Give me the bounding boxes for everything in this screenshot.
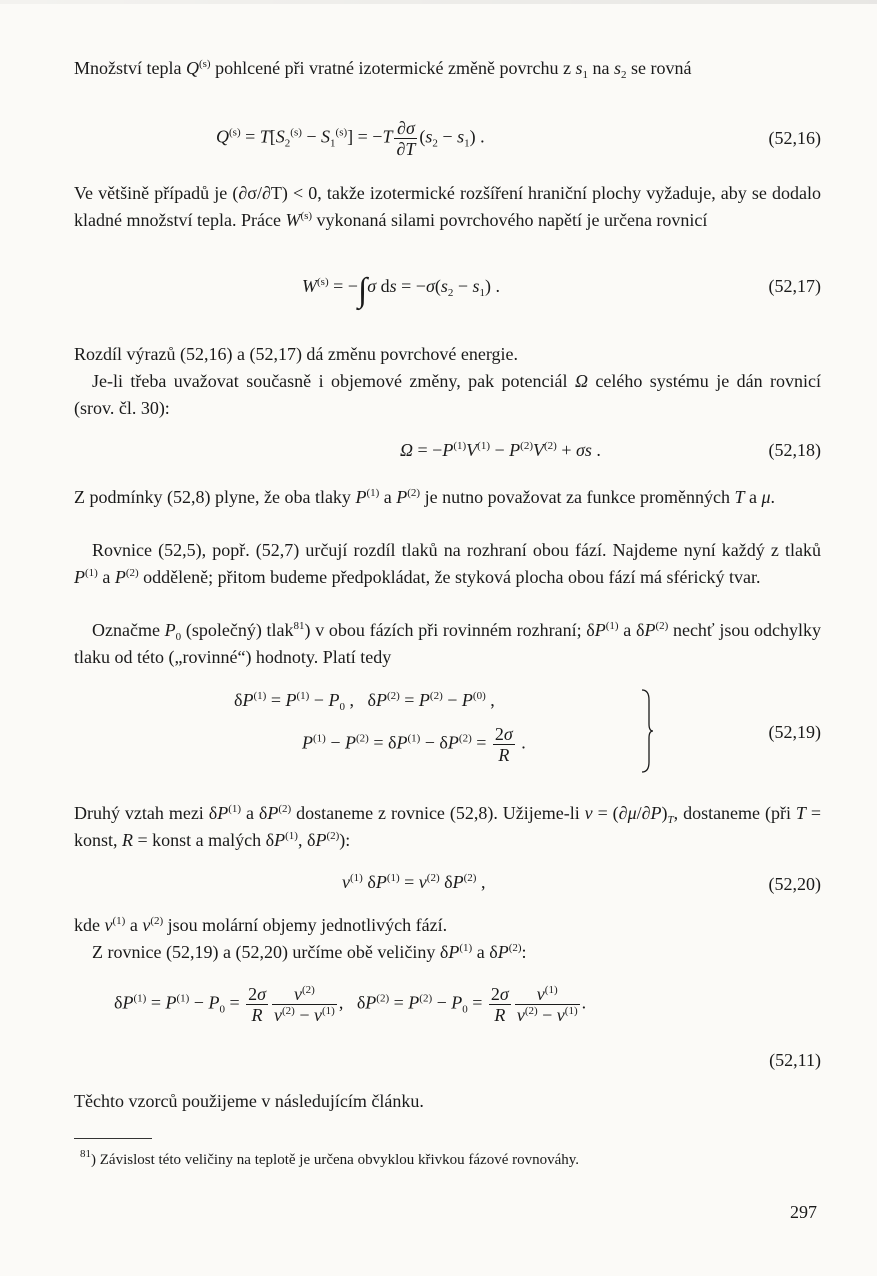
paragraph-molar-volumes: kde $v^{(1)}$ a $v^{(2)}$ jsou molární objemy jednotlivých fází.	[74, 915, 448, 935]
equation-number: (52,18)	[768, 440, 821, 460]
equation-number: (52,20)	[768, 874, 821, 894]
paragraph-equations: Rovnice (52,5), popř. (52,7) určují rozdíl tlaků na rozhraní obou fází. Najdeme nyní každý z tlaků $P^{(1)}$ a $P^{(2)}$ odděleně; přitom budeme předpokládat, že styková plocha obou fází má sférický tvar.	[74, 540, 821, 587]
equation-52-19-line1: $\delta P^{(1)} = P^{(1)} - P_0$ , $\delta P^{(2)} = P^{(2)} - P^{(0)}$ ,	[234, 690, 495, 713]
equation-number: (52,11)	[769, 1050, 821, 1070]
equation-52-17: $W^{(s)} = -\int\sigma$ ds = $-\sigma(s_2 - s_1)$ .	[302, 272, 501, 309]
paragraph-deviations: Označme $P_0$ (společný) tlak$^{81}$) v obou fázích při rovinném rozhraní; $\delta P^{(1)}$ a $\delta P^{(2)}$ nechť jsou odchylky tlaku od této („rovinné“) hodnoty. Platí tedy	[74, 620, 822, 667]
paragraph-work: Ve většině případů je (∂σ/∂T) < 0, takže izotermické rozšíření hraniční plochy vyžaduje, aby se dodalo kladné množství tepla. Práce $W^{(s)}$ vykonaná silami povrchového napětí je určena rovnicí	[74, 183, 821, 230]
equation-52-19-line2: $P^{(1)} - P^{(2)} = \delta P^{(1)} - \delta P^{(2)}$ = $\frac{2\sigma}{R}$ .	[302, 724, 526, 765]
equation-52-20: $v^{(1)}$ $\delta P^{(1)} = v^{(2)}$ $\delta P^{(2)}$ ,	[342, 872, 486, 892]
equation-52-11: $\delta P^{(1)} = P^{(1)} - P_0$ = $\frac{2\sigma}{R}$ $\frac{v^{(2)}}{v^{(2)} - v^{(1)}}$ , $\delta P^{(2)} = P^{(2)} - P_0$ = $\frac{2\sigma}{R}$ $\frac{v^{(1)}}{v^{(2)} - v^{(1)}}$ .	[114, 984, 587, 1025]
scan-top-edge	[0, 0, 877, 4]
equation-number: (52,16)	[768, 128, 821, 148]
equation-52-18: $\Omega = -P^{(1)}V^{(1)} - P^{(2)}V^{(2)} + \sigma s$ .	[400, 440, 601, 460]
footnote-rule	[74, 1138, 152, 1139]
paragraph-condition: Z podmínky (52,8) plyne, že oba tlaky $P^{(1)}$ a $P^{(2)}$ je nutno považovat za funkce proměnných T a μ.	[74, 487, 776, 507]
paragraph-determine: Z rovnice (52,19) a (52,20) určíme obě veličiny $\delta P^{(1)}$ a $\delta P^{(2)}$:	[92, 942, 527, 962]
paragraph-second-relation: Druhý vztah mezi $\delta P^{(1)}$ a $\delta P^{(2)}$ dostaneme z rovnice (52,8). Užijeme-li $v = (\partial\mu/\partial P)_T$, dostaneme (při T = konst, R = konst a malých $\delta P^{(1)}$, $\delta P^{(2)}$):	[74, 803, 821, 850]
page-number: 297	[790, 1202, 817, 1222]
equation-52-16: $Q^{(s)} = T[S_2^{(s)} - S_1^{(s)}] = -T$ $\frac{\partial\sigma}{\partial T}$ $(s_2 - s_1)$ .	[216, 118, 485, 159]
paragraph-heat: Množství tepla $Q^{(s)}$ pohlcené při vratné izotermické změně povrchu z $s_1$ na $s_2$ se rovná	[74, 58, 692, 81]
footnote: $^{81}$) Závislost této veličiny na teplotě je určena obvyklou křivkou fázové rovnováhy.	[80, 1148, 580, 1168]
equation-number: (52,19)	[768, 722, 821, 742]
paragraph-potential: Je-li třeba uvažovat současně i objemové změny, pak potenciál Ω celého systému je dán rovnicí (srov. čl. 30):	[74, 371, 821, 418]
right-brace	[640, 688, 654, 774]
equation-number: (52,17)	[768, 276, 821, 296]
paragraph-usage: Těchto vzorců použijeme v následujícím článku.	[74, 1091, 424, 1111]
paragraph-difference: Rozdíl výrazů (52,16) a (52,17) dá změnu povrchové energie.	[74, 344, 519, 364]
